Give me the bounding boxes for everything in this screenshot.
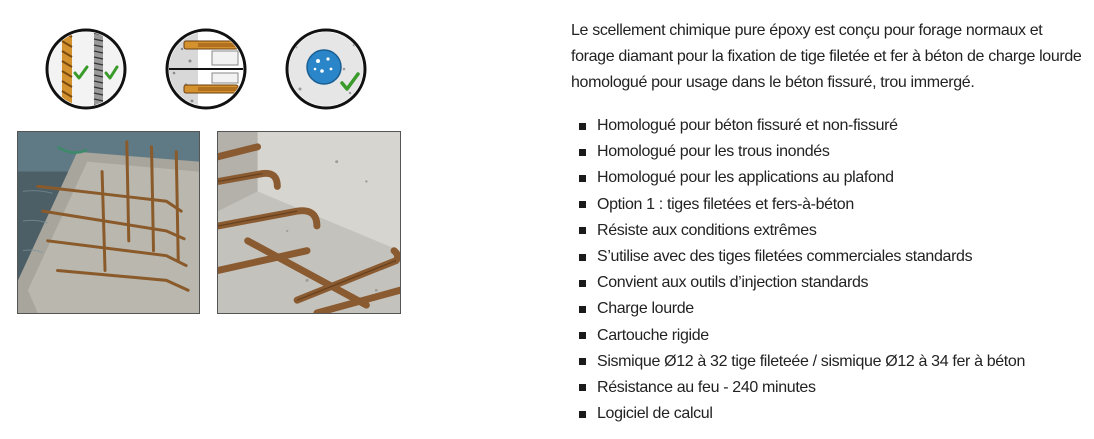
feature-item	[579, 323, 1089, 349]
square-bullet-icon	[579, 280, 586, 287]
threaded-rod-rebar-check-icon	[44, 27, 128, 111]
feature-text: Homologué pour béton fissuré et non-fissuré	[597, 117, 898, 135]
square-bullet-icon	[579, 306, 586, 313]
product-visuals	[0, 0, 420, 439]
feature-text: S’utilise avec des tiges filetées commerciales standards	[597, 248, 973, 266]
water-filled-hole-check-icon	[284, 27, 368, 111]
feature-item	[579, 270, 1089, 296]
feature-item	[579, 296, 1089, 322]
intro-paragraph: Le scellement chimique pure époxy est conçu pour forage normaux et forage diamant pour la fixation de tige filetée et fer à béton de charge lourde homologué pour usage dans le béton fissuré, trou immergé.	[571, 22, 1082, 91]
feature-item	[579, 113, 1089, 139]
feature-text: Convient aux outils d’injection standards	[597, 274, 869, 292]
feature-item	[579, 244, 1089, 270]
feature-text: Option 1 : tiges filetées et fers-à-béton	[597, 195, 854, 213]
feature-item	[579, 139, 1089, 165]
feature-text: Homologué pour les applications au plafond	[597, 169, 894, 187]
square-bullet-icon	[579, 332, 586, 339]
feature-item	[579, 401, 1089, 427]
feature-item	[579, 165, 1089, 191]
feature-text: Homologué pour les trous inondés	[597, 143, 830, 161]
feature-list	[579, 113, 1089, 427]
square-bullet-icon	[579, 254, 586, 261]
feature-text: Sismique Ø12 à 32 tige fileteée / sismique Ø12 à 34 fer à béton	[597, 352, 1025, 370]
square-bullet-icon	[579, 411, 586, 418]
feature-text: Résistance au feu - 240 minutes	[597, 378, 816, 396]
square-bullet-icon	[579, 149, 586, 156]
product-description	[571, 18, 1086, 423]
square-bullet-icon	[579, 175, 586, 182]
feature-item	[579, 192, 1089, 218]
rebar-anchors-flooded-concrete-photo	[17, 131, 200, 314]
bent-rebar-concrete-wall-photo	[217, 131, 401, 314]
feature-item	[579, 349, 1089, 375]
square-bullet-icon	[579, 201, 586, 208]
feature-text: Charge lourde	[597, 300, 694, 318]
square-bullet-icon	[579, 358, 586, 365]
feature-text: Résiste aux conditions extrêmes	[597, 221, 817, 239]
feature-item	[579, 218, 1089, 244]
feature-text: Cartouche rigide	[597, 326, 709, 344]
anchored-rod-in-concrete-icon	[164, 27, 248, 111]
square-bullet-icon	[579, 384, 586, 391]
square-bullet-icon	[579, 227, 586, 234]
square-bullet-icon	[579, 123, 586, 130]
feature-item	[579, 375, 1089, 401]
feature-text: Logiciel de calcul	[597, 405, 713, 423]
